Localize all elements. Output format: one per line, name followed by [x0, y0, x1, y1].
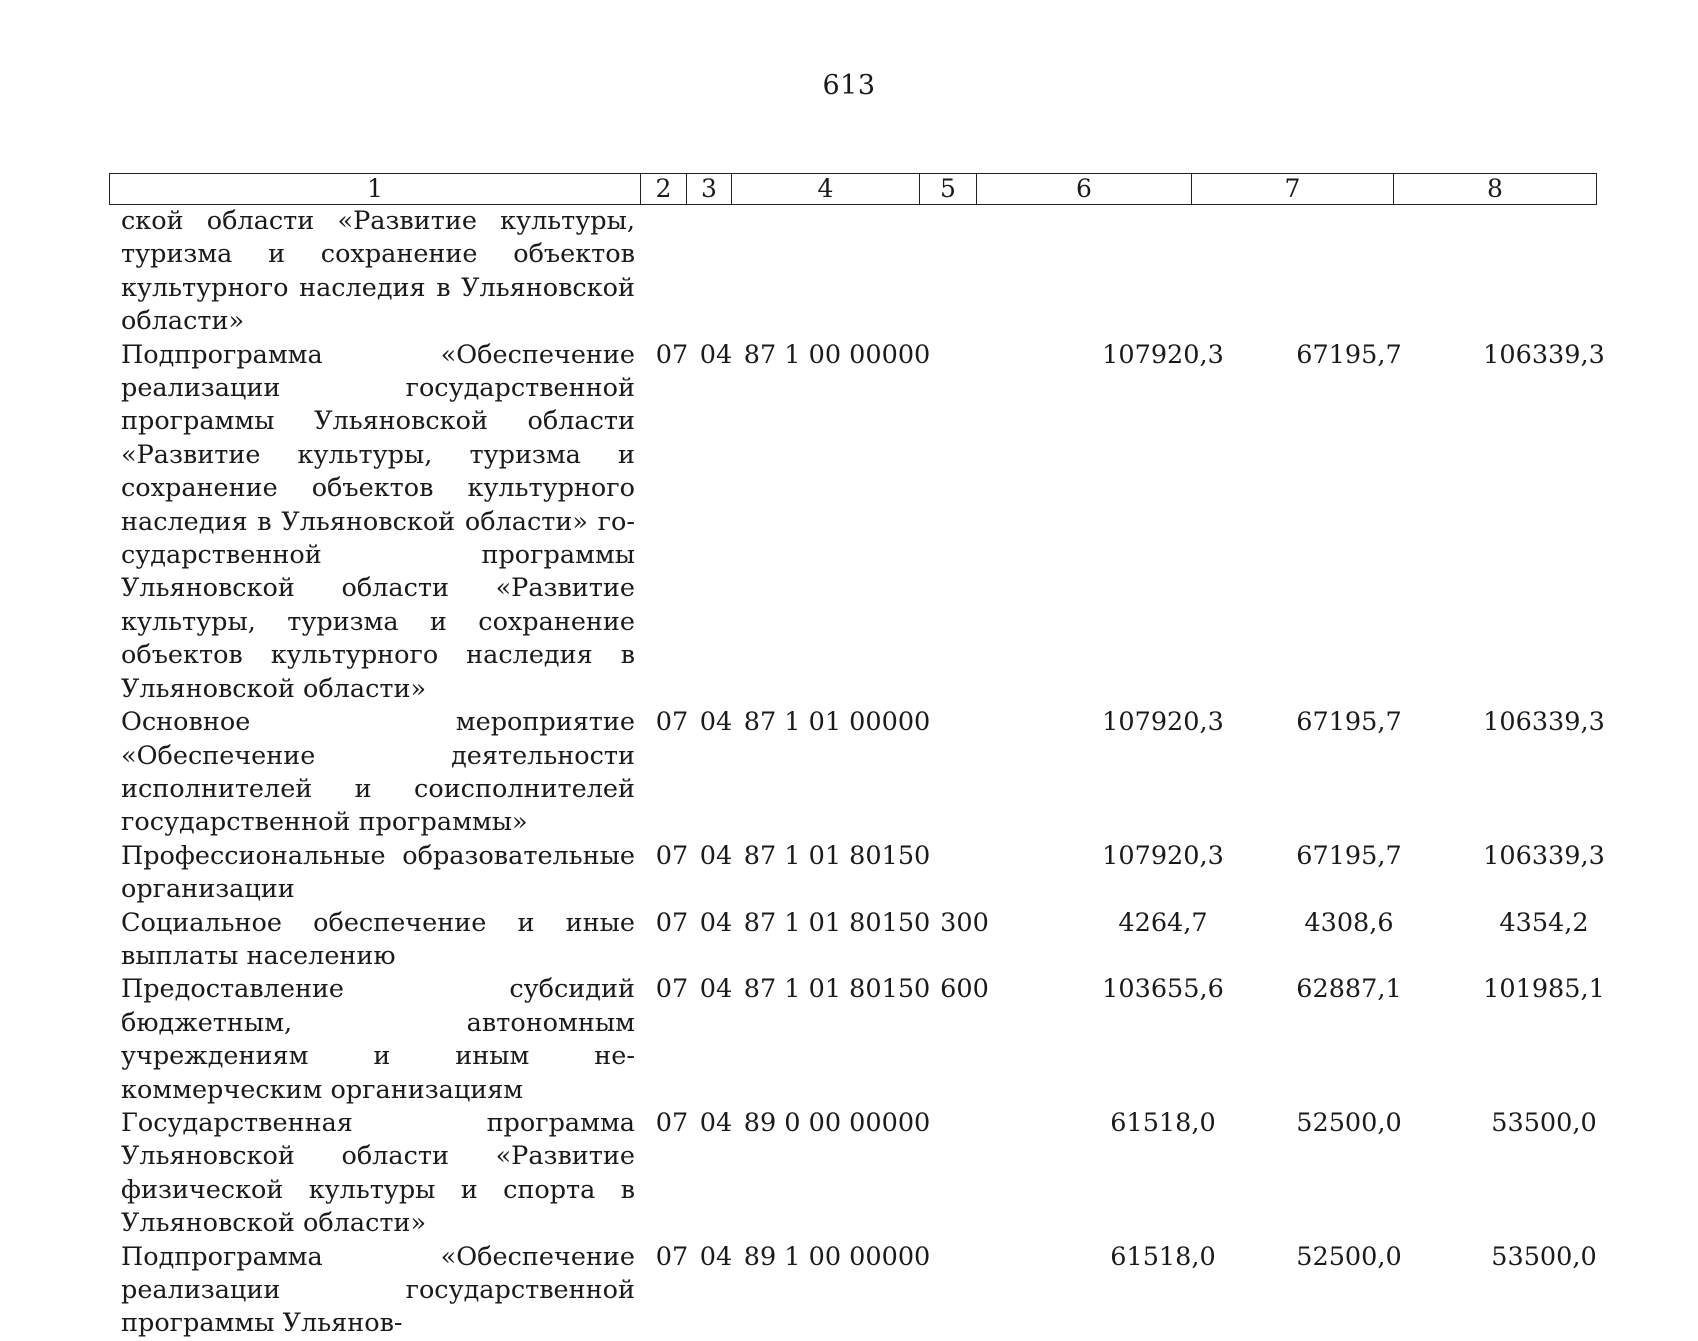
row-value-8: 101985,1 [1483, 974, 1605, 1005]
row-code-4: 89 1 00 00000 [743, 1241, 931, 1272]
table-row [109, 205, 1597, 339]
row-value-6: 107920,3 [1102, 339, 1224, 370]
row-code-4: 87 1 01 80150 [743, 974, 931, 1005]
table-header [109, 173, 1597, 205]
row-value-6: 4264,7 [1118, 907, 1208, 938]
row-code-4: 87 1 01 80150 [743, 840, 931, 871]
row-code-5: 300 [940, 907, 989, 938]
row-code-3: 04 [699, 1107, 733, 1138]
table-row [109, 840, 1605, 907]
row-description: Подпрограмма «Обеспечение реализации государственной программы Ульяновской области «Развитие культуры, туризма и сохранение объектов культурного наследия в Ульяновской области» государственной программы Ульяновской области «Развитие культуры, туризма и сохранение объектов культурного наследия в Ульяновской области» [121, 339, 635, 704]
table-row [109, 1241, 1597, 1341]
table-row [109, 339, 1605, 706]
row-code-3: 04 [699, 707, 733, 738]
column-header-6: 6 [976, 174, 1191, 204]
row-description: Предоставление субсидий бюджетным, автономным учреждениям и иным некоммерческим организациям [121, 974, 635, 1105]
column-header-3: 3 [686, 174, 731, 204]
row-description: Подпрограмма «Обеспечение реализации государственной программы Ульянов- [121, 1241, 635, 1339]
row-value-7: 62887,1 [1296, 974, 1402, 1005]
row-value-7: 52500,0 [1296, 1241, 1402, 1272]
row-value-7: 67195,7 [1296, 707, 1402, 738]
row-value-8: 106339,3 [1483, 707, 1605, 738]
row-description: Основное мероприятие «Обеспечение деятельности исполнителей и соисполнителей государственной программы» [121, 707, 635, 838]
row-value-8: 53500,0 [1491, 1241, 1597, 1272]
column-header-8: 8 [1393, 174, 1596, 204]
row-code-3: 04 [699, 840, 733, 871]
column-header-5: 5 [919, 174, 976, 204]
row-value-8: 4354,2 [1499, 907, 1589, 938]
row-description: Профессиональные образовательные организации [121, 840, 635, 905]
row-value-7: 67195,7 [1296, 840, 1402, 871]
row-code-2: 07 [655, 840, 689, 871]
row-value-6: 107920,3 [1102, 840, 1224, 871]
row-value-8: 106339,3 [1483, 840, 1605, 871]
row-value-8: 106339,3 [1483, 339, 1605, 370]
row-code-2: 07 [655, 907, 689, 938]
row-description: Государственная программа Ульяновской области «Развитие физической культуры и спорта в Ульяновской области» [121, 1107, 635, 1239]
row-value-6: 103655,6 [1102, 974, 1224, 1005]
row-value-6: 107920,3 [1102, 707, 1224, 738]
row-code-2: 07 [655, 1241, 689, 1272]
row-code-3: 04 [699, 1241, 733, 1272]
row-value-8: 53500,0 [1491, 1107, 1597, 1138]
row-code-3: 04 [699, 339, 733, 370]
column-header-7: 7 [1191, 174, 1393, 204]
column-header-2: 2 [640, 174, 686, 204]
row-value-6: 61518,0 [1110, 1107, 1216, 1138]
table-row [109, 973, 1605, 1107]
page-number: 613 [822, 70, 876, 101]
column-header-1: 1 [367, 174, 383, 203]
row-value-6: 61518,0 [1110, 1241, 1216, 1272]
row-value-7: 67195,7 [1296, 339, 1402, 370]
row-description: ской области «Развитие культуры, туризма и сохранение объектов культурного наследия в Ульяновской области» [121, 206, 635, 337]
row-code-4: 87 1 00 00000 [743, 339, 931, 370]
row-code-3: 04 [699, 907, 733, 938]
row-value-7: 4308,6 [1304, 907, 1394, 938]
row-code-4: 87 1 01 80150 [743, 907, 931, 938]
row-code-5: 600 [940, 974, 989, 1005]
row-code-3: 04 [699, 974, 733, 1005]
row-value-7: 52500,0 [1296, 1107, 1402, 1138]
row-code-4: 87 1 01 00000 [743, 707, 931, 738]
table-row [109, 907, 1597, 974]
row-code-2: 07 [655, 974, 689, 1005]
table-body [109, 205, 1605, 1341]
table-row [109, 1107, 1597, 1241]
row-code-2: 07 [655, 1107, 689, 1138]
table-row [109, 706, 1605, 840]
row-code-2: 07 [655, 707, 689, 738]
row-code-2: 07 [655, 339, 689, 370]
column-header-4: 4 [731, 174, 919, 204]
row-description: Социальное обеспечение и иные выплаты населению [121, 907, 635, 971]
row-code-4: 89 0 00 00000 [743, 1107, 931, 1138]
